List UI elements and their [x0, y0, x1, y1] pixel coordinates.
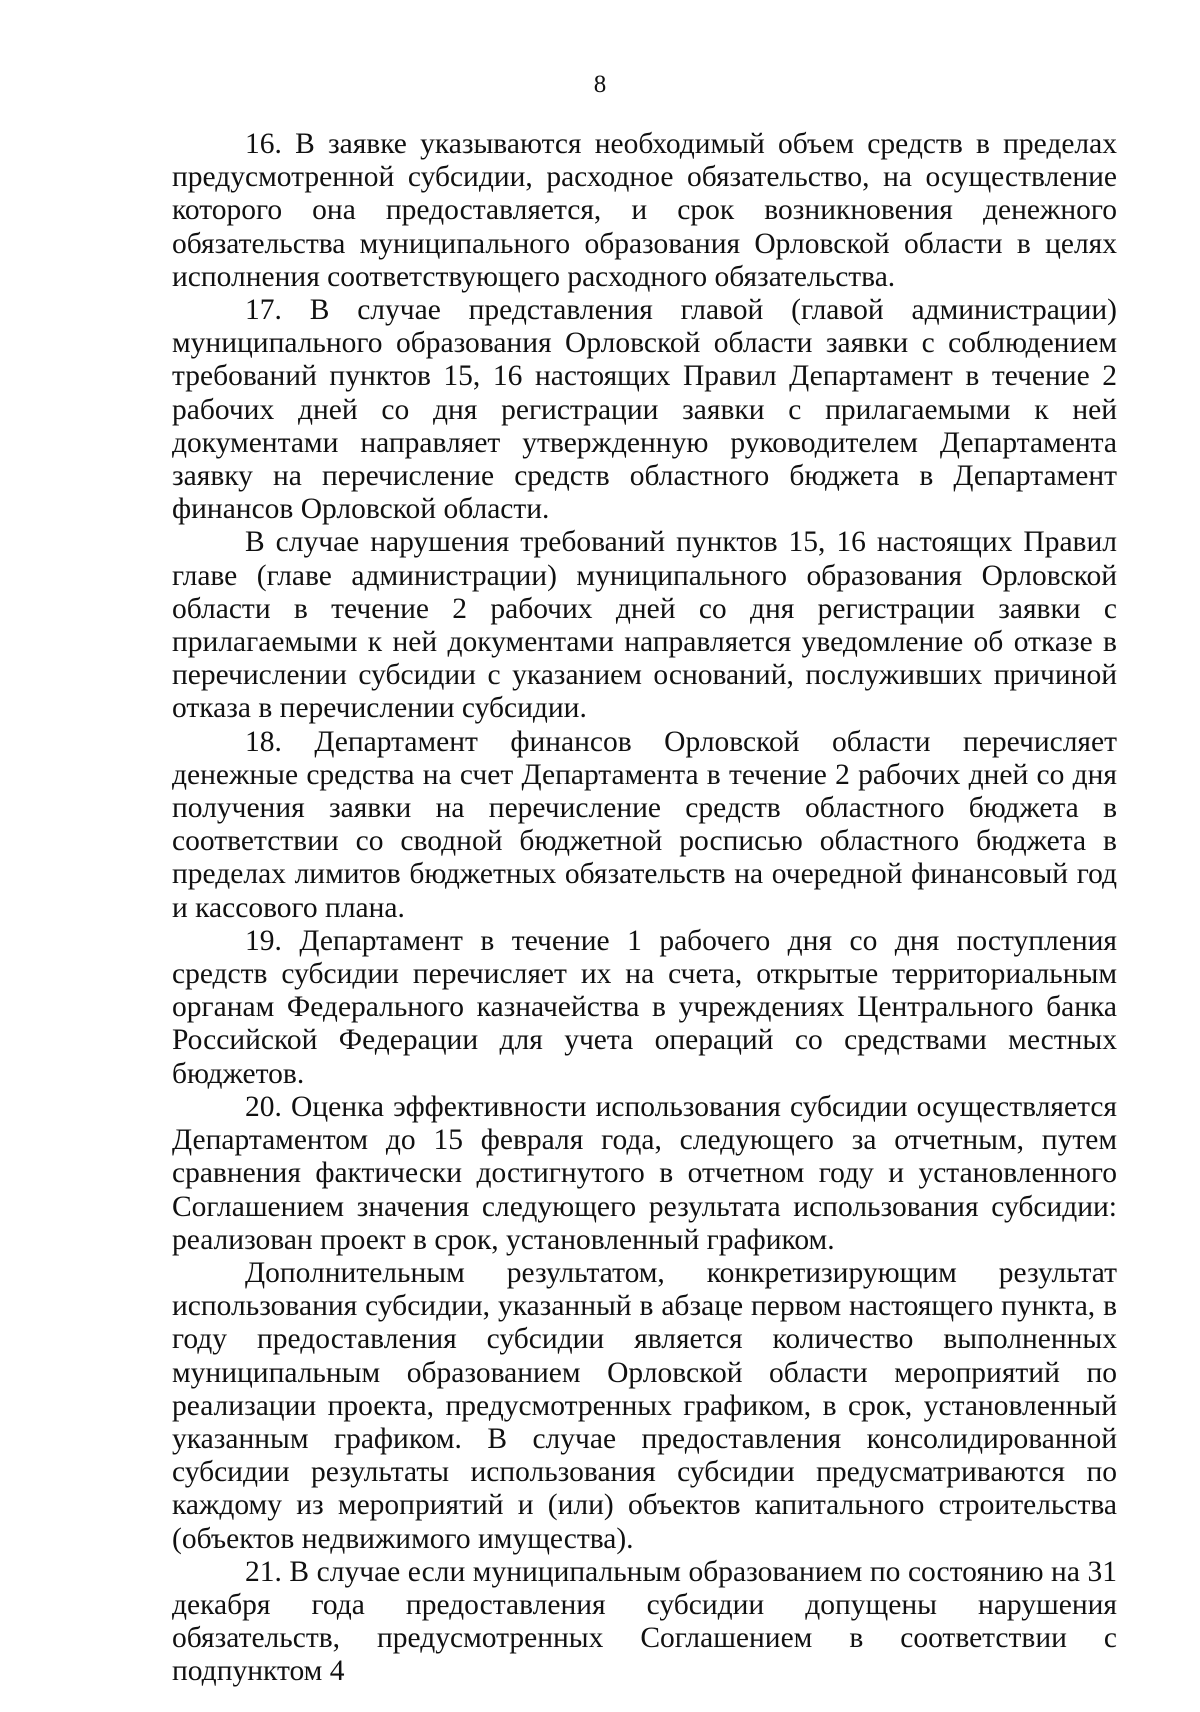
paragraph-16: 16. В заявке указываются необходимый объем средств в пределах предусмотренной субсидии, расходное обязательство, на осуществление которого она предоставляется, и срок возникновения денежного обязательства муниципального образования Орловской области в целях исполнения соответствующего расходного обязательства. — [172, 128, 1117, 293]
paragraph-17: 17. В случае представления главой (главой администрации) муниципального образования Орловской области заявки с соблюдением требований пунктов 15, 16 настоящих Правил Департамент в течение 2 рабочих дней со дня регистрации заявки с прилагаемыми к ней документами направляет утвержденную руководителем Департамента заявку на перечисление средств областного бюджета в Департамент финансов Орловской области. — [172, 294, 1117, 526]
paragraph-19: 19. Департамент в течение 1 рабочего дня со дня поступления средств субсидии перечисляет их на счета, открытые территориальным органам Федерального казначейства в учреждениях Центрального банка Российской Федерации для учета операций со средствами местных бюджетов. — [172, 924, 1117, 1090]
paragraph-17-violation: В случае нарушения требований пунктов 15, 16 настоящих Правил главе (главе администрации) муниципального образования Орловской области в течение 2 рабочих дней со дня регистрации заявки с прилагаемыми к ней документами направляется уведомление об отказе в перечислении субсидии с указанием оснований, послуживших причиной отказа в перечислении субсидии. — [172, 526, 1117, 725]
paragraph-20-additional: Дополнительным результатом, конкретизирующим результат использования субсидии, указанный в абзаце первом настоящего пункта, в году предоставления субсидии является количество выполненных муниципальным образованием Орловской области мероприятий по реализации проекта, предусмотренных графиком, в срок, установленный указанным графиком. В случае предоставления консолидированной субсидии результаты использования субсидии предусматриваются по каждому из мероприятий и (или) объектов капитального строительства (объектов недвижимого имущества). — [172, 1256, 1117, 1555]
paragraph-21: 21. В случае если муниципальным образованием по состоянию на 31 декабря года предоставления субсидии допущены нарушения обязательств, предусмотренных Соглашением в соответствии с подпунктом 4 — [172, 1555, 1117, 1688]
document-body — [172, 128, 1117, 1689]
paragraph-18: 18. Департамент финансов Орловской области перечисляет денежные средства на счет Департамента в течение 2 рабочих дней со дня получения заявки на перечисление средств областного бюджета в соответствии со сводной бюджетной росписью областного бюджета в пределах лимитов бюджетных обязательств на очередной финансовый год и кассового плана. — [172, 725, 1117, 924]
page-number: 8 — [593, 71, 607, 98]
paragraph-20: 20. Оценка эффективности использования субсидии осуществляется Департаментом до 15 февраля года, следующего за отчетным, путем сравнения фактически достигнутого в отчетном году и установленного Соглашением значения следующего результата использования субсидии: реализован проект в срок, установленный графиком. — [172, 1090, 1117, 1256]
